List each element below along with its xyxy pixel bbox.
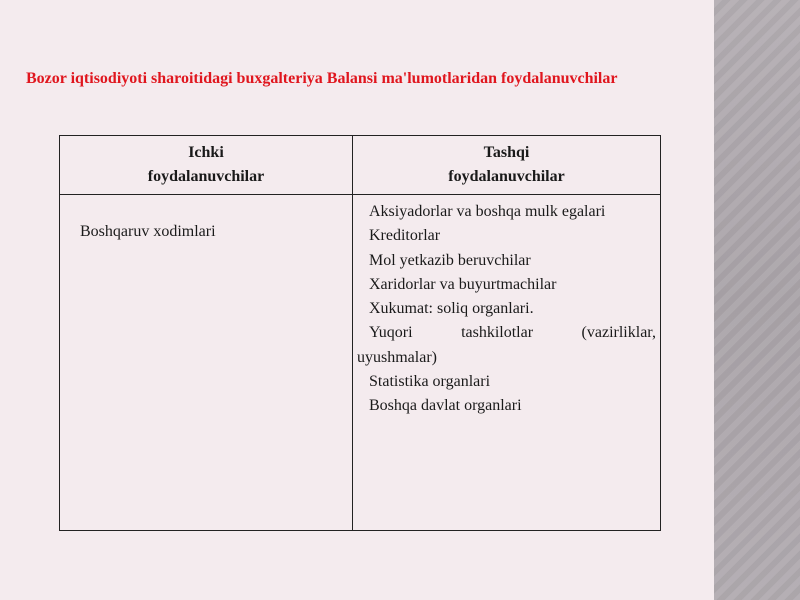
- list-item: Aksiyadorlar va boshqa mulk egalari: [369, 203, 606, 220]
- wrapped-word: (vazirliklar,: [581, 324, 656, 342]
- list-item: Xukumat: soliq organlari.: [369, 300, 534, 318]
- users-table: [59, 135, 661, 531]
- list-item: Boshqa davlat organlari: [369, 397, 522, 415]
- header-external-line2: foydalanuvchilar: [448, 168, 565, 185]
- list-item: Xaridorlar va buyurtmachilar: [369, 275, 557, 293]
- table-header-row: [60, 136, 661, 195]
- list-item-continuation: uyushmalar): [357, 348, 437, 366]
- list-item: Boshqaruv xodimlari: [80, 223, 216, 240]
- side-decoration-strip: [714, 0, 800, 600]
- header-internal-line2: foydalanuvchilar: [147, 168, 265, 185]
- external-users-cell: [353, 195, 661, 531]
- header-internal-line1: Ichki: [188, 144, 224, 161]
- header-external: [353, 136, 661, 195]
- table-row: [60, 195, 661, 531]
- list-item: Kreditorlar: [369, 227, 441, 245]
- header-external-line1: Tashqi: [483, 144, 530, 161]
- slide-title: Bozor iqtisodiyoti sharoitidagi buxgalteriya Balansi ma'lumotlaridan foydalanuvchilar: [26, 70, 618, 87]
- wrapped-word: tashkilotlar: [461, 324, 534, 342]
- wrapped-word: Yuqori: [369, 324, 413, 342]
- header-internal: [60, 136, 353, 195]
- list-item-wrapped: [357, 321, 656, 345]
- list-item: Mol yetkazib beruvchilar: [369, 251, 531, 269]
- list-item: Statistika organlari: [369, 373, 491, 391]
- internal-users-cell: [60, 195, 353, 531]
